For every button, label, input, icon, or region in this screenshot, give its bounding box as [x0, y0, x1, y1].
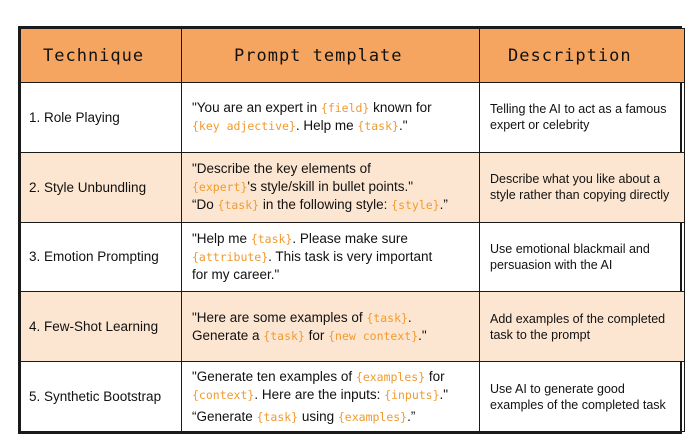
- table-row: [21, 292, 685, 362]
- template-text: Generate a: [192, 327, 264, 343]
- template-text: for my career.": [192, 266, 280, 282]
- prompt-template-cell: [182, 152, 480, 222]
- template-text: known for: [369, 100, 432, 116]
- prompt-template-cell: [182, 362, 480, 432]
- placeholder-variable: {key adjective}: [192, 119, 296, 134]
- prompt-template-cell: [182, 222, 480, 292]
- template-text: “Do: [192, 197, 218, 213]
- header-description: Description: [480, 29, 685, 83]
- technique-cell: 1. Role Playing: [21, 83, 182, 153]
- prompt-template-cell: [182, 292, 480, 362]
- placeholder-variable: {attribute}: [192, 249, 269, 264]
- template-text: for: [425, 368, 445, 384]
- prompt-template-cell: [182, 83, 480, 153]
- template-line: [192, 99, 473, 117]
- template-line: [192, 196, 473, 214]
- description-cell: Use emotional blackmail and persuasion with the AI: [480, 222, 685, 292]
- header-row: [21, 29, 685, 83]
- description-cell: Telling the AI to act as a famous expert or celebrity: [480, 83, 685, 153]
- header-prompt-template: Prompt template: [182, 29, 480, 83]
- placeholder-variable: {context}: [192, 387, 255, 402]
- template-line: [192, 368, 473, 386]
- template-text: "Describe the key elements of: [192, 161, 371, 177]
- placeholder-variable: {new context}: [328, 328, 419, 343]
- table-row: [21, 362, 685, 432]
- template-line: [192, 386, 473, 404]
- template-text: "You are an expert in: [192, 100, 321, 116]
- header-technique: Technique: [21, 29, 182, 83]
- description-cell: Use AI to generate good examples of the completed task: [480, 362, 685, 432]
- template-text: for: [304, 327, 329, 343]
- template-text: "Here are some examples of: [192, 309, 367, 325]
- technique-cell: 5. Synthetic Bootstrap: [21, 362, 182, 432]
- placeholder-variable: {style}: [391, 198, 440, 213]
- template-text: "Generate ten examples of: [192, 368, 356, 384]
- table-row: [21, 222, 685, 292]
- placeholder-variable: {examples}: [337, 409, 408, 424]
- template-text: .”: [407, 408, 416, 424]
- template-text: .: [407, 309, 412, 325]
- placeholder-variable: {task}: [357, 119, 399, 134]
- placeholder-variable: {inputs}: [384, 387, 440, 402]
- placeholder-variable: {task}: [217, 198, 260, 213]
- template-text: . Please make sure: [292, 230, 408, 246]
- placeholder-variable: {examples}: [355, 369, 426, 384]
- table-row: [21, 152, 685, 222]
- template-line: [192, 230, 473, 248]
- template-text: in the following style:: [259, 197, 392, 213]
- template-text: .": [398, 118, 408, 134]
- template-line: [192, 117, 473, 135]
- description-cell: Add examples of the completed task to the prompt: [480, 292, 685, 362]
- prompt-techniques-table: [18, 26, 682, 434]
- template-text: 's style/skill in bullet points.": [247, 179, 414, 195]
- technique-cell: 3. Emotion Prompting: [21, 222, 182, 292]
- template-line: [192, 327, 473, 345]
- template-text: . Help me: [295, 118, 358, 134]
- template-text: .": [439, 386, 449, 402]
- template-line: [192, 248, 473, 266]
- template-line: [192, 408, 473, 426]
- technique-cell: 2. Style Unbundling: [21, 152, 182, 222]
- template-text: . This task is very important: [268, 248, 433, 264]
- table-row: [21, 83, 685, 153]
- template-text: . Here are the inputs:: [254, 386, 385, 402]
- placeholder-variable: {task}: [256, 409, 299, 424]
- template-line: [192, 266, 473, 284]
- description-cell: Describe what you like about a style rather than copying directly: [480, 152, 685, 222]
- template-text: “Generate: [192, 408, 257, 424]
- template-text: using: [298, 408, 338, 424]
- template-text: .”: [439, 197, 448, 213]
- placeholder-variable: {task}: [366, 310, 408, 325]
- table-body: [21, 83, 685, 432]
- placeholder-variable: {task}: [250, 231, 293, 246]
- template-line: [192, 309, 473, 327]
- placeholder-variable: {task}: [263, 328, 305, 343]
- table: [20, 28, 685, 432]
- template-text: "Help me: [192, 230, 251, 246]
- template-text: .": [418, 327, 427, 343]
- template-line: [192, 178, 473, 196]
- technique-cell: 4. Few-Shot Learning: [21, 292, 182, 362]
- placeholder-variable: {expert}: [192, 180, 248, 195]
- template-line: [192, 160, 473, 178]
- placeholder-variable: {field}: [320, 101, 370, 116]
